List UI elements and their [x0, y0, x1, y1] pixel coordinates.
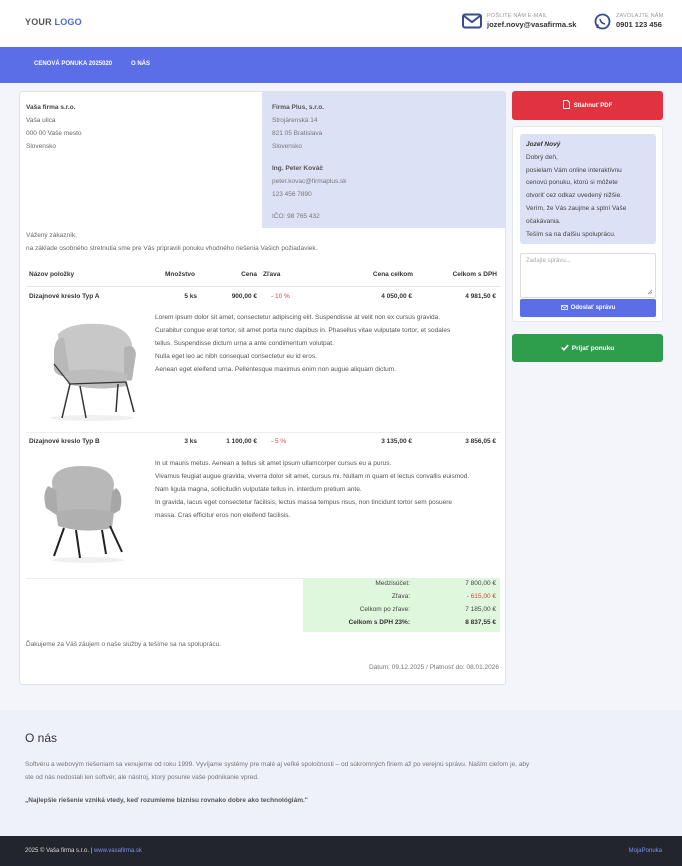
logo-accent: LOGO	[54, 17, 82, 27]
desc-line: tellus. Suspendisse dictum urna a ante condimentum volutpat.	[155, 340, 334, 347]
desc-line: In gravida, lacus eget consectetur facilisis, lectus massa tempus risus, non tincidunt tortor sem posuere	[155, 499, 452, 506]
totals-subtotal	[303, 578, 500, 591]
item-total-vat: 3 856,05 €	[465, 438, 496, 445]
message-line: Teším sa na ďalšiu spoluprácu.	[526, 230, 616, 238]
totals-after-discount	[303, 604, 500, 617]
vat-value: 8 837,55 €	[465, 619, 496, 626]
item-total: 3 135,00 €	[381, 438, 412, 445]
message-line: posielam Vám online interaktívnu	[526, 166, 622, 174]
footer-copyright	[25, 848, 142, 854]
accept-offer-button[interactable]	[512, 334, 663, 362]
about-text-2: ste od nás nedostali len softvér, ale nástroj, ktorý posunie vaše podnikanie vpred.	[25, 774, 259, 781]
email-contact[interactable]	[462, 12, 576, 30]
download-pdf-button[interactable]	[512, 91, 663, 120]
totals-vat	[303, 617, 500, 630]
message-line: otvoriť cez odkaz uvedený nižšie.	[526, 192, 623, 200]
item-qty: 5 ks	[184, 293, 197, 300]
desc-line: Aenean eget eleifend urna. Pellentesque maximus enim non augue aliquam dictum.	[155, 366, 397, 373]
message-line: Dobrý deň,	[526, 153, 558, 161]
resize-handle-icon[interactable]	[647, 289, 653, 295]
copyright-text: 2025 © Vaša firma s.r.o. |	[25, 848, 93, 854]
message-line: Verím, že Vás zaujme a splní Vaše	[526, 204, 627, 212]
col-discount: Zľava	[260, 268, 350, 287]
item-name: Dizajnové kreslo Typ A	[29, 293, 100, 300]
chair-b-image	[42, 464, 132, 564]
buyer-contact-email[interactable]: peter.kovac@firmaplus.sk	[272, 178, 347, 185]
message-line: očakávania.	[526, 217, 561, 225]
seller-country: Slovensko	[26, 143, 56, 150]
offer-dates: Dátum: 09.12.2025 / Platnosť do: 08.01.2026	[368, 664, 499, 671]
message-placeholder: Zadajte správu...	[526, 258, 571, 264]
item-description	[155, 311, 495, 376]
buyer-name: Firma Plus, s.r.o.	[272, 104, 325, 111]
col-total: Cena celkom	[350, 268, 416, 287]
desc-line: Nulla eget leo ac nibh consequat consectetur eu id eros.	[155, 353, 317, 360]
item-name: Dizajnové kreslo Typ B	[29, 438, 100, 445]
download-pdf-label: Stiahnuť PDF	[573, 102, 613, 109]
desc-line: Vivamus feugiat augue gravida, viverra dolor sit amet, cursus mi. Nullam in quam et lectus convallis euismod.	[155, 473, 470, 480]
desc-line: Lorem ipsum dolor sit amet, consectetur adipiscing elit. Suspendisse at velit non ex cursus gravida.	[155, 314, 441, 321]
totals-box	[303, 578, 500, 632]
totals-discount	[303, 591, 500, 604]
buyer-country: Slovensko	[272, 143, 302, 150]
row-divider	[26, 432, 500, 433]
message-input[interactable]	[520, 253, 656, 298]
nav-item-about[interactable]: O NÁS	[131, 61, 151, 67]
footer	[0, 836, 682, 866]
discount-label: Zľava:	[391, 593, 410, 600]
intro-text	[26, 229, 317, 255]
buyer-contact-name: Ing. Peter Kováč	[272, 165, 323, 172]
about-text-1: Softvéru a webovým riešeniam sa venujeme od roku 1999. Vyvíjame systémy pre malé aj veľké spoločnosti – od súkromných firiem až po verejnú správu. Naším cieľom je, aby	[25, 761, 530, 768]
buyer-city: 821 05 Bratislava	[272, 130, 323, 137]
send-message-label: Odoslať správu	[570, 305, 616, 311]
intro-body: na základe osobného stretnutia sme pre Vás pripravili ponuku vhodného riešenia Vašich požiadaviek.	[26, 245, 318, 252]
item-price: 1 100,00 €	[226, 438, 257, 445]
logo-prefix: YOUR	[25, 17, 52, 27]
items-table	[26, 268, 500, 287]
whatsapp-icon	[593, 12, 611, 30]
item-price: 900,00 €	[231, 293, 257, 300]
seller-city: 000 00 Vaše mesto	[26, 130, 82, 137]
after-discount-label: Celkom po zľave:	[359, 606, 410, 613]
footer-brand-link[interactable]: MojaPonuka	[628, 848, 662, 854]
table-row	[26, 438, 500, 450]
seller-street: Vaša ulica	[26, 117, 56, 124]
message-bubble	[520, 134, 656, 244]
footer-website-link[interactable]: www.vasafirma.sk	[93, 848, 142, 854]
vat-label: Celkom s DPH 23%:	[348, 619, 410, 626]
header	[0, 0, 682, 47]
message-author: Jozef Nový	[526, 141, 561, 148]
chat-panel	[512, 126, 663, 322]
table-header-row	[26, 268, 500, 287]
logo[interactable]	[25, 17, 82, 27]
buyer-ico: IČO: 98 765 432	[272, 213, 320, 220]
item-discount: - 10 %	[271, 293, 290, 300]
message-line: cenovú ponuku, ktorú si môžete	[526, 179, 618, 187]
item-qty: 3 ks	[184, 438, 197, 445]
desc-line: In ut mauris metus. Aenean a tellus sit amet ipsum ullamcorper cursus eu a purus.	[155, 460, 392, 467]
subtotal-label: Medzisúčet:	[375, 580, 410, 587]
buyer-contact-phone: 123 456 7890	[272, 191, 312, 198]
table-row	[26, 293, 500, 305]
about-section	[0, 710, 682, 836]
seller-name: Vaša firma s.r.o.	[26, 104, 76, 111]
thanks-text: Ďakujeme za Váš záujem o naše služby a tešíme sa na spoluprácu.	[26, 641, 222, 648]
email-value[interactable]: jozef.novy@vasafirma.sk	[487, 20, 577, 29]
chair-a-image	[40, 314, 140, 424]
offer-card	[19, 91, 506, 685]
item-discount: - 5 %	[271, 438, 287, 445]
desc-line: Nam ligula magna, sollicitudin vulputate tellus in, interdum pretium ante.	[155, 486, 362, 493]
item-total: 4 050,00 €	[381, 293, 412, 300]
nav-bar	[0, 47, 682, 83]
col-name: Názov položky	[26, 268, 146, 287]
envelope-icon	[561, 305, 568, 312]
nav-item-offer[interactable]: CENOVÁ PONUKA 2025020	[34, 61, 113, 67]
subtotal-value: 7 800,00 €	[465, 580, 496, 587]
phone-label: ZAVOLAJTE NÁM	[616, 13, 664, 19]
col-price: Cena	[198, 268, 260, 287]
accept-offer-label: Prijať ponuku	[571, 344, 615, 352]
buyer-address	[262, 92, 506, 228]
after-discount-value: 7 185,00 €	[465, 606, 496, 613]
col-total-vat: Celkom s DPH	[416, 268, 500, 287]
checkmark-icon	[561, 344, 569, 353]
item-total-vat: 4 981,50 €	[465, 293, 496, 300]
envelope-icon	[462, 12, 482, 30]
about-quote: „Najlepšie riešenie vzniká vtedy, keď rozumieme biznisu rovnako dobre ako technológiám."	[25, 797, 308, 804]
intro-greeting: Vážený zákazník,	[26, 232, 77, 239]
email-label: POŠLITE NÁM E-MAIL	[487, 13, 548, 19]
item-description	[155, 457, 495, 522]
col-qty: Množstvo	[146, 268, 198, 287]
phone-contact[interactable]	[593, 12, 663, 30]
discount-value: - 615,00 €	[466, 593, 496, 600]
buyer-street: Strojárenská 14	[272, 117, 318, 124]
phone-value[interactable]: 0901 123 456	[616, 20, 662, 29]
send-message-button[interactable]	[520, 299, 656, 317]
about-title: O nás	[25, 731, 58, 745]
desc-line: Curabitur congue erat tortor, sit amet porta nunc dapibus in. Phasellus vitae vulputate tortor, et sodales	[155, 327, 451, 334]
seller-address	[26, 101, 82, 153]
pdf-icon	[563, 100, 570, 111]
desc-line: massa. Cras efficitur eros non eleifend facilisis.	[155, 512, 291, 519]
